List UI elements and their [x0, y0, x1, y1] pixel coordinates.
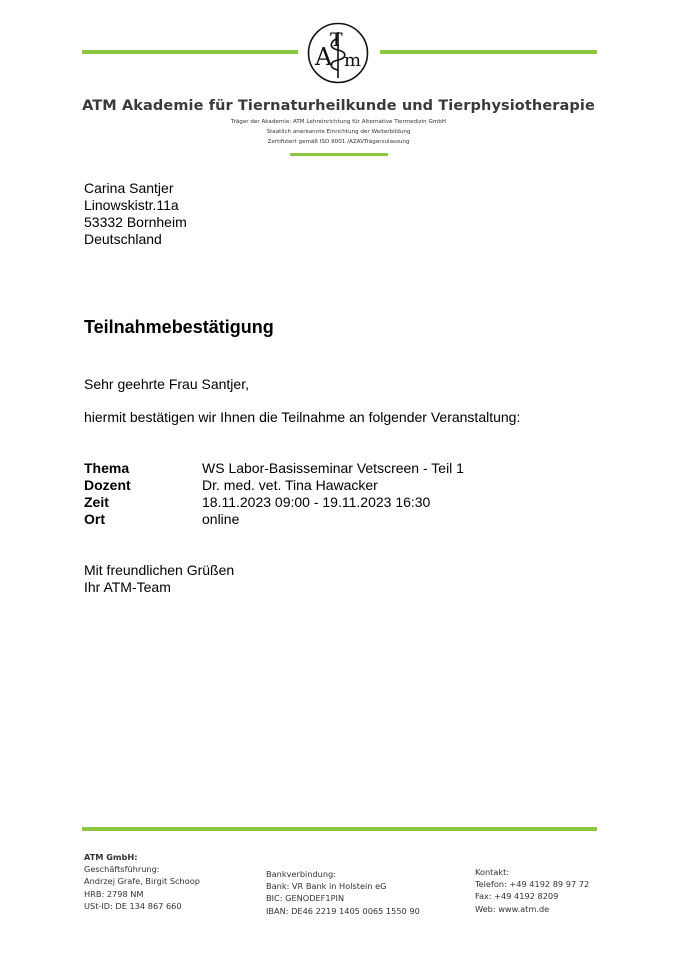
- footer-company: [84, 851, 200, 912]
- footer-bar: [82, 827, 597, 831]
- footer-bank-line: IBAN: DE46 2219 1405 0065 1550 90: [266, 905, 420, 916]
- document-title: Teilnahmebestätigung: [84, 317, 274, 337]
- footer-contact-line: Telefon: +49 4192 89 97 72: [475, 879, 590, 890]
- org-subline-2: Staatlich anerkannte Einrichtung der Weiterbildung: [266, 129, 411, 135]
- org-subline-3: Zertifiziert gemäß ISO 9001 /AZAVTrägerzulassung: [267, 139, 410, 145]
- logo-letter-m: m: [344, 50, 362, 71]
- recipient-city: 53332 Bornheim: [84, 214, 187, 230]
- footer-bank-line: Bank: VR Bank in Holstein eG: [266, 881, 387, 892]
- footer-company-title: ATM GmbH:: [84, 852, 138, 862]
- organization-name: ATM Akademie für Tiernaturheilkunde und Tierphysiotherapie: [82, 98, 595, 114]
- footer-bank: [266, 868, 420, 917]
- detail-label-ort: Ort: [84, 511, 105, 527]
- detail-value-dozent: Dr. med. vet. Tina Hawacker: [202, 477, 378, 493]
- footer-company-line: USt-ID: DE 134 867 660: [84, 900, 182, 911]
- footer-bank-line: BIC: GENODEF1PIN: [266, 893, 345, 904]
- footer-contact: [475, 866, 589, 915]
- header-bar-left: [82, 50, 298, 54]
- recipient-country: Deutschland: [84, 231, 162, 247]
- recipient-name: Carina Santjer: [84, 180, 174, 196]
- atm-logo: [307, 22, 369, 84]
- atm-logo-icon: [307, 22, 369, 84]
- detail-value-zeit: 18.11.2023 09:00 - 19.11.2023 16:30: [202, 494, 431, 510]
- intro-text: hiermit bestätigen wir Ihnen die Teilnahme an folgender Veranstaltung:: [84, 409, 521, 425]
- recipient-street: Linowskistr.11a: [84, 197, 179, 213]
- footer-contact-line: Web: www.atm.de: [475, 903, 550, 914]
- logo-letter-t: T: [330, 29, 343, 51]
- detail-value-ort: online: [202, 511, 240, 527]
- detail-label-zeit: Zeit: [84, 494, 109, 510]
- footer-bank-title: Bankverbindung:: [266, 869, 337, 879]
- signature: Ihr ATM-Team: [84, 579, 171, 595]
- detail-label-thema: Thema: [84, 460, 130, 476]
- footer-contact-line: Fax: +49 4192 8209: [475, 891, 559, 902]
- salutation: Sehr geehrte Frau Santjer,: [84, 376, 249, 392]
- logo-letter-a: A: [315, 43, 333, 71]
- org-subline-1: Träger der Akademie: ATM Lehreinrichtung für Alternative Tiermedizin GmbH: [230, 119, 447, 125]
- header-bar-right: [380, 50, 597, 54]
- footer-company-line: HRB: 2798 NM: [84, 888, 144, 899]
- detail-value-thema: WS Labor-Basisseminar Vetscreen - Teil 1: [202, 460, 464, 476]
- closing: Mit freundlichen Grüßen: [84, 562, 235, 578]
- footer-company-line: Andrzej Grafe, Birgit Schoop: [84, 876, 200, 887]
- header-underline: [290, 153, 388, 156]
- detail-label-dozent: Dozent: [84, 477, 131, 493]
- footer-company-line: Geschäftsführung:: [84, 864, 160, 875]
- recipient-address: [84, 180, 187, 248]
- footer-contact-title: Kontakt:: [475, 867, 510, 877]
